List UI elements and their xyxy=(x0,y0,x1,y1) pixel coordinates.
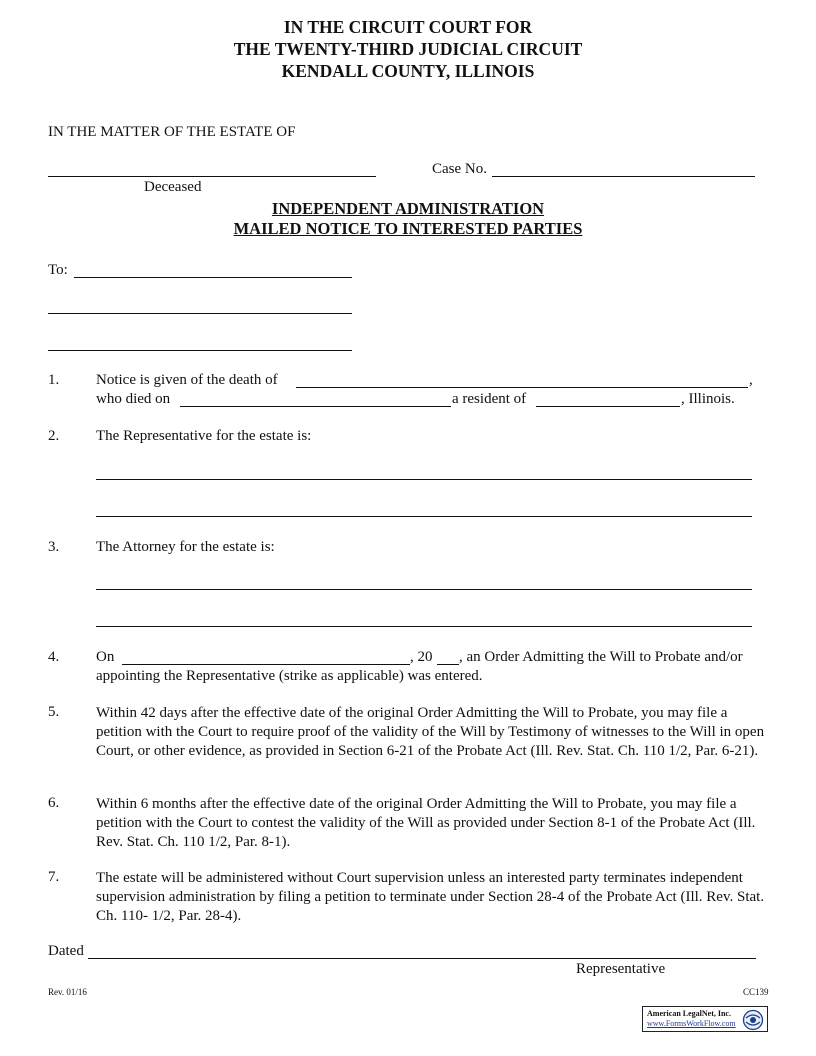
attorney-field-1[interactable] xyxy=(96,589,752,590)
item-5-text: Within 42 days after the effective date of the original Order Admitting the Will to Probate, you may file a petition with the Court to require proof of the validity of the Will by Testimony of witnesses to the Will in open Court, or other evidence, as provided in Section 6-21 of the Probate Act (Ill. Rev. Stat. Ch. 110 1/2, Par. 6-21). xyxy=(96,705,765,759)
court-header-line1: IN THE CIRCUIT COURT FOR xyxy=(283,17,533,37)
representative-signature-label: Representative xyxy=(576,961,666,977)
item-4-year: , 20 xyxy=(410,649,433,665)
died-on-label: who died on xyxy=(96,391,171,407)
item-2-text: The Representative for the estate is: xyxy=(96,428,312,444)
globe-icon xyxy=(742,1009,764,1031)
item-4-text: , an Order Admitting the Will to Probate and/or xyxy=(459,649,743,665)
item-3-text: The Attorney for the estate is: xyxy=(96,539,275,555)
attorney-field-2[interactable] xyxy=(96,626,752,627)
court-header-line2: THE TWENTY-THIRD JUDICIAL CIRCUIT xyxy=(233,39,583,59)
item-number-7: 7. xyxy=(48,869,60,885)
item-6-text: Within 6 months after the effective date of the original Order Admitting the Will to Probate, you may file a petition with the Court to contest the validity of the Will as provided under Section 8-1 of the Probate Act (Ill. Rev. Stat. Ch. 110 1/2, Par. 8-1). xyxy=(96,796,756,850)
to-label: To: xyxy=(48,262,68,278)
document-title-line1: INDEPENDENT ADMINISTRATION xyxy=(271,199,545,218)
revision-label: Rev. 01/16 xyxy=(48,987,87,997)
form-code: CC139 xyxy=(743,987,769,997)
matter-label: IN THE MATTER OF THE ESTATE OF xyxy=(48,124,296,140)
item-7-text: The estate will be administered without Court supervision unless an interested party terminates independent supervision administration by filing a petition to terminate under Section 28-4 of the Probate Act (Ill. Rev. Stat. Ch. 110- 1/2, Par. 28-4). xyxy=(96,870,765,924)
item-number-2: 2. xyxy=(48,428,60,444)
estate-name-field[interactable] xyxy=(48,176,376,177)
case-number-label: Case No. xyxy=(432,161,487,177)
item-1-comma: , xyxy=(749,372,753,388)
recipient-field-3[interactable] xyxy=(48,350,352,351)
publisher-logo xyxy=(642,1006,768,1032)
item-1-text: Notice is given of the death of xyxy=(96,372,278,388)
recipient-field-2[interactable] xyxy=(48,313,352,314)
illinois-label: , Illinois. xyxy=(681,391,735,407)
item-number-3: 3. xyxy=(48,539,60,555)
item-4-line2: appointing the Representative (strike as applicable) was entered. xyxy=(96,668,483,684)
deceased-label: Deceased xyxy=(144,179,202,195)
document-title-line2: MAILED NOTICE TO INTERESTED PARTIES xyxy=(233,219,583,238)
decedent-name-field[interactable] xyxy=(296,387,748,388)
representative-field-1[interactable] xyxy=(96,479,752,480)
publisher-name: American LegalNet, Inc. xyxy=(647,1009,731,1018)
item-number-6: 6. xyxy=(48,795,60,811)
dated-signature-field[interactable] xyxy=(88,958,756,959)
court-header-line3: KENDALL COUNTY, ILLINOIS xyxy=(281,61,535,81)
order-year-field[interactable] xyxy=(437,664,459,665)
case-number-field[interactable] xyxy=(492,176,755,177)
recipient-field-1[interactable] xyxy=(74,277,352,278)
resident-of-label: a resident of xyxy=(452,391,527,407)
item-number-5: 5. xyxy=(48,704,60,720)
item-number-1: 1. xyxy=(48,372,60,388)
publisher-url: www.FormsWorkFlow.com xyxy=(647,1019,736,1028)
representative-field-2[interactable] xyxy=(96,516,752,517)
dated-label: Dated xyxy=(48,943,84,959)
item-4-on: On xyxy=(96,649,115,665)
item-number-4: 4. xyxy=(48,649,60,665)
residence-field[interactable] xyxy=(536,406,680,407)
order-date-field[interactable] xyxy=(122,664,410,665)
date-of-death-field[interactable] xyxy=(180,406,451,407)
